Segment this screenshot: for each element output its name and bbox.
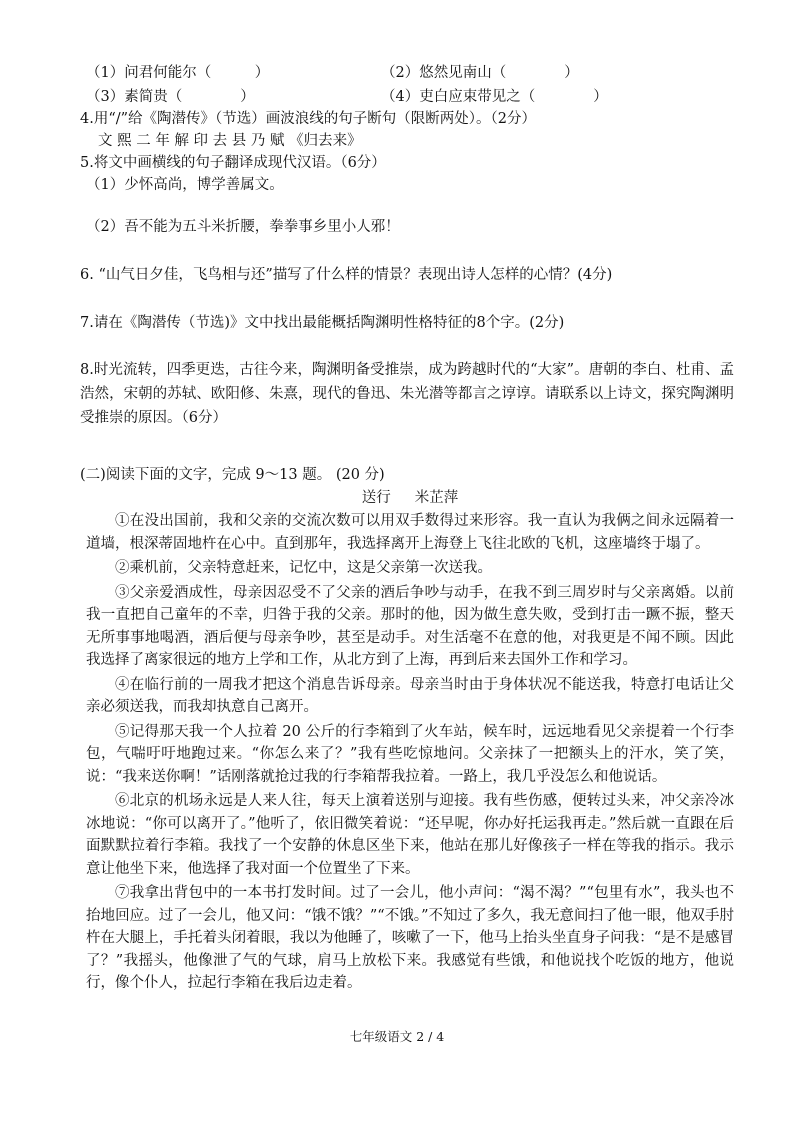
paragraph-1: ①在没出国前，我和父亲的交流次数可以用双手数得过来形容。我一直认为我俩之间永远隔着一道墙，根深蒂固地杵在心中。直到那年，我选择离开上海登上飞往北欧的飞机，这座墙终于塌了。 <box>86 513 734 552</box>
section-2-heading: (二)阅读下面的文字，完成 9～13 题。 (20 分) <box>80 467 385 483</box>
q3-item-2: （2）悠然见南山（ ） <box>381 65 579 81</box>
question-4-sentence: 文 熙 二 年 解 印 去 县 乃 赋 《归去来》 <box>98 133 362 149</box>
paragraph-5: ⑤记得那天我一个人拉着 20 公斤的行李箱到了火车站，候车时，远远地看见父亲提着一个行李包，气喘吁吁地跑过来。“你怎么来了？”我有些吃惊地问。父亲抹了一把额头上的汗水，笑了笑，说：“我来送你啊！”话刚落就抢过我的行李箱帮我拉着。一路上，我几乎没怎么和他说话。 <box>86 723 734 785</box>
paragraph-4: ④在临行前的一周我才把这个消息告诉母亲。母亲当时由于身体状况不能送我，特意打电话让父亲必须送我，而我却执意自己离开。 <box>86 676 734 715</box>
question-4: 4.用“/”给《陶潜传》（节选）画波浪线的句子断句（限断两处）。（2分） <box>80 111 537 127</box>
question-7: 7.请在《陶潜传（节选)》文中找出最能概括陶渊明性格特征的8个字。(2分) <box>80 315 565 331</box>
question-5: 5.将文中画横线的句子翻译成现代汉语。（6分） <box>80 155 386 171</box>
question-8: 8.时光流转，四季更迭，古往今来，陶渊明备受推崇，成为跨越时代的“大家”。唐朝的李白、杜甫、孟浩然，宋朝的苏轼、欧阳修、朱熹，现代的鲁迅、朱光潜等都言之谆谆。请联系以上诗文，探究陶渊明受推崇的原因。（6分） <box>80 362 734 426</box>
article-title-text: 送行 <box>361 490 391 506</box>
paragraph-6: ⑥北京的机场永远是人来人往，每天上演着送别与迎接。我有些伤感，便转过头来，冲父亲冷冰冰地说：“你可以离开了。”他听了，依旧微笑着说：“还早呢，你办好托运我再走。”然后就一直跟在后面默默拉着行李箱。我找了一个安静的休息区坐下来，他站在那儿好像孩子一样在等我的指示。我示意让他坐下来，他选择了我对面一个位置坐了下来。 <box>86 793 734 877</box>
article-title <box>86 486 734 510</box>
paragraph-3: ③父亲爱酒成性，母亲因忍受不了父亲的酒后争吵与动手，在我不到三周岁时与父亲离婚。以前我一直把自己童年的不幸，归咎于我的父亲。那时的他，因为做生意失败，受到打击一蹶不振，整天无所事事地喝酒，酒后便与母亲争吵，甚至是动手。对生活毫不在意的他，对我更是不闻不顾。因此我选择了离家很远的地方上学和工作，从北方到了上海，再到后来去国外工作和学习。 <box>86 584 734 668</box>
article-author: 米芷萍 <box>414 490 459 506</box>
q3-item-3: （3）素简贵（ ） <box>86 89 255 105</box>
q3-row-1 <box>86 62 734 84</box>
paragraph-2: ②乘机前，父亲特意赶来，记忆中，这是父亲第一次送我。 <box>115 560 492 576</box>
paragraph-7: ⑦我拿出背包中的一本书打发时间。过了一会儿，他小声问：“渴不渴？”“包里有水”，我头也不抬地回应。过了一会儿，他又问：“饿不饿？”“不饿。”不知过了多久，我无意间扫了他一眼，他双手肘杵在大腿上，手托着头闭着眼，我以为他睡了，咳嗽了一下，他马上抬头坐直身子问我：“是不是感冒了？”我摇头，他像泄了气的气球，肩马上放松下来。我感觉有些饿，和他说找个吃饭的地方，他说行，像个仆人，拉起行李箱在我后边走着。 <box>86 885 734 991</box>
q3-row-2 <box>86 86 734 108</box>
q3-item-4: （4）吏白应束带见之（ ） <box>381 89 608 105</box>
question-5-sub-1: （1）少怀高尚，博学善属文。 <box>86 177 284 193</box>
question-6: 6. “山气日夕佳，飞鸟相与还”描写了什么样的情景？表现出诗人怎样的心情？(4分) <box>80 267 613 283</box>
q3-item-1: （1）问君何能尔（ ） <box>86 65 270 81</box>
question-5-sub-2: （2）吾不能为五斗米折腰，拳拳事乡里小人邪！ <box>86 219 400 235</box>
page-footer: 七年级语文 2 / 4 <box>349 1029 445 1044</box>
